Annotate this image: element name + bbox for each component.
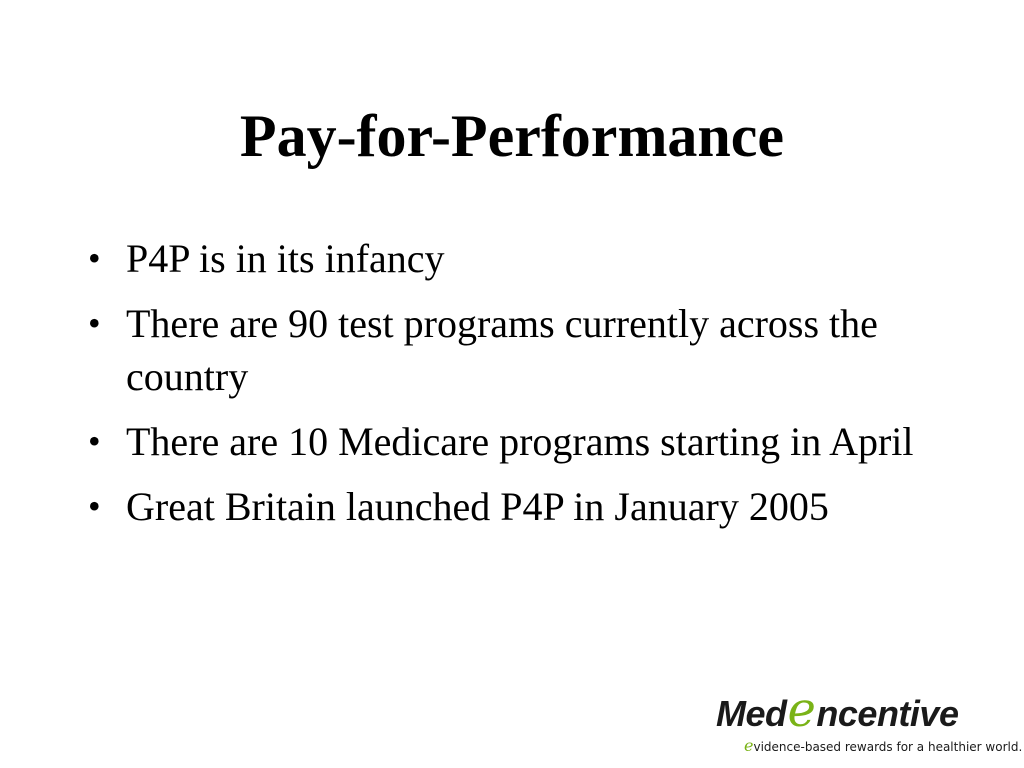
logo-e-icon: e xyxy=(787,682,816,738)
bullet-text: P4P is in its infancy xyxy=(126,236,445,281)
bullet-text: There are 10 Medicare programs starting in April xyxy=(126,419,914,464)
logo-tagline xyxy=(744,738,1022,755)
logo-wordmark xyxy=(716,682,959,738)
tagline-e-icon: e xyxy=(744,736,754,755)
bullet-icon: • xyxy=(88,303,101,343)
bullet-item xyxy=(88,232,938,285)
logo-word-suffix: ncentive xyxy=(816,693,959,734)
bullet-text: Great Britain launched P4P in January 2005 xyxy=(126,484,829,529)
slide-title: Pay-for-Performance xyxy=(239,103,785,169)
tagline-text: vidence-based rewards for a healthier world. xyxy=(753,740,1023,754)
medencentive-logo xyxy=(716,682,1023,760)
logo-word-prefix: Med xyxy=(716,693,787,734)
bullet-icon: • xyxy=(88,421,101,461)
bullet-icon: • xyxy=(88,238,101,278)
bullet-item xyxy=(88,297,938,403)
bullet-item xyxy=(88,480,938,533)
bullet-icon: • xyxy=(88,486,101,526)
bullet-text: There are 90 test programs currently across the country xyxy=(126,301,878,399)
bullet-list xyxy=(88,232,938,545)
bullet-item xyxy=(88,415,938,468)
